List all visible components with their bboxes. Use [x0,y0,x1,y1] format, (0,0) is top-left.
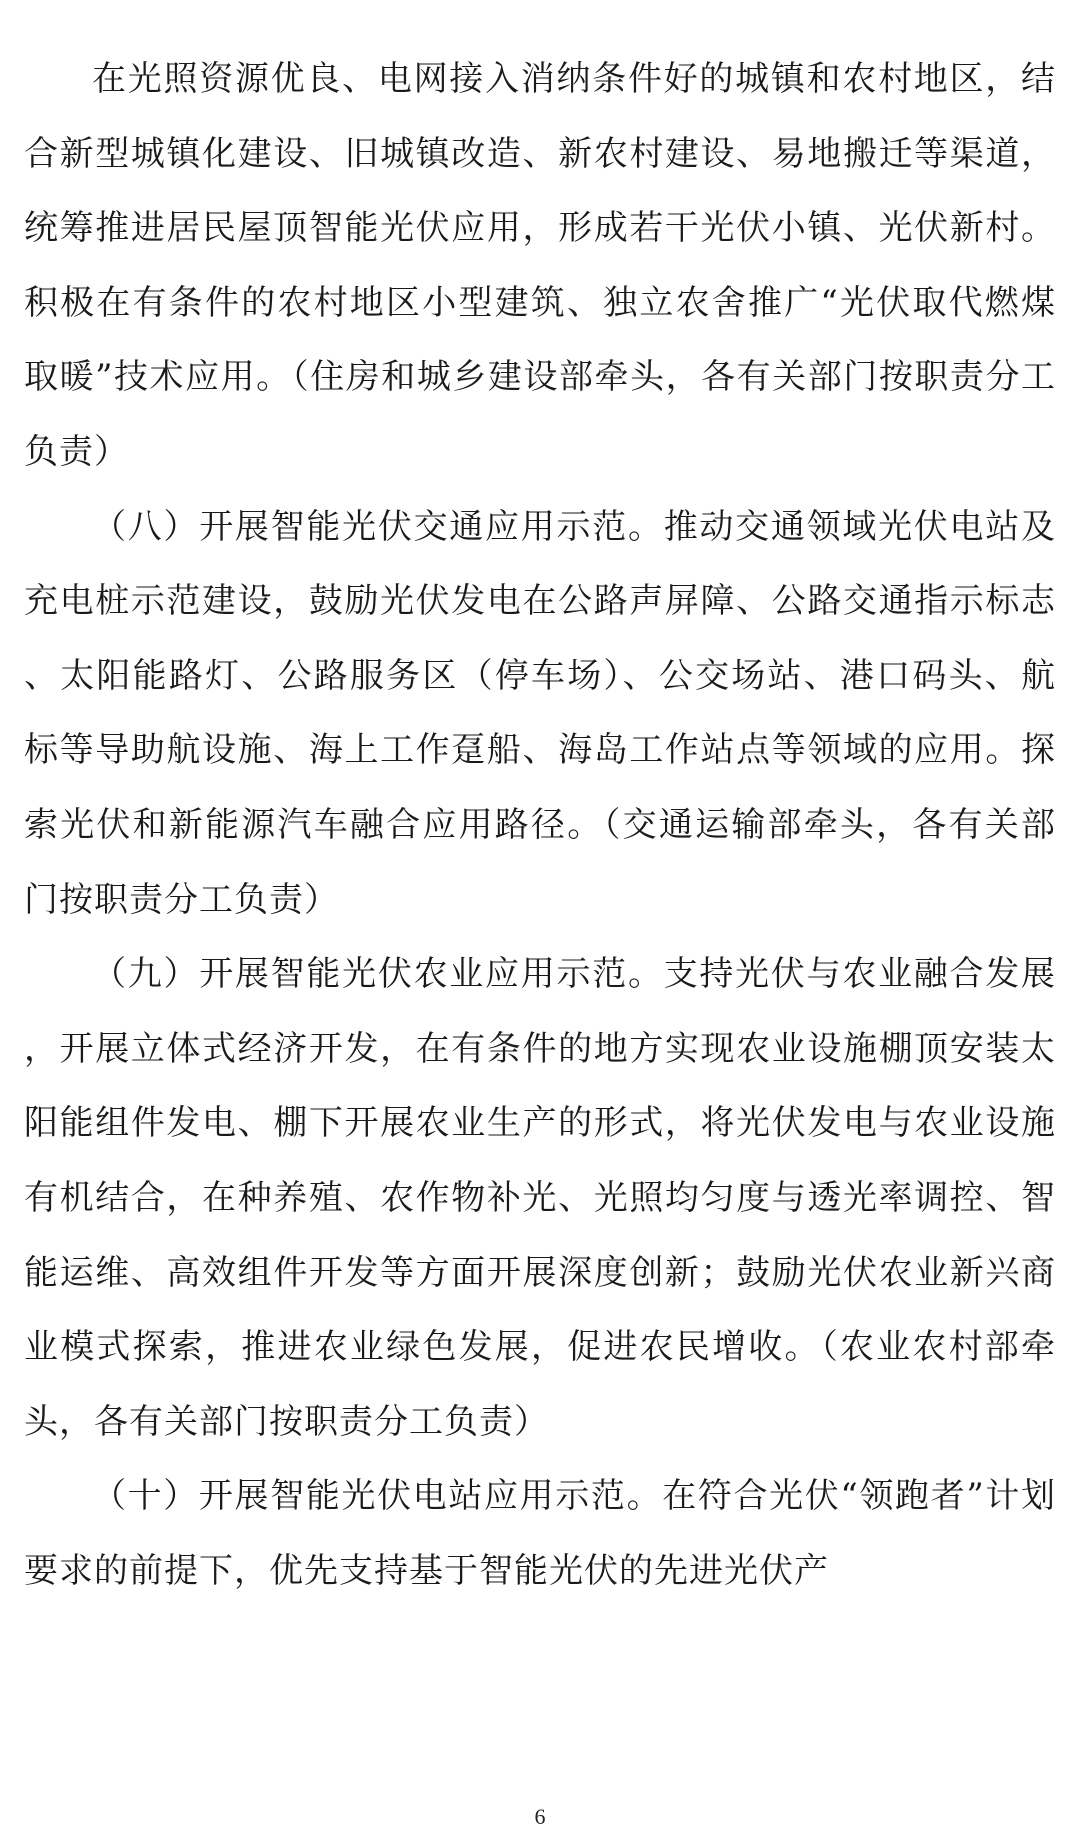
document-body [24,42,1056,1608]
paragraph-power-station-demo: （十）开展智能光伏电站应用示范。在符合光伏“领跑者”计划要求的前提下，优先支持基于智能光伏的先进光伏产 [24,1476,1056,1591]
paragraph-rural-rooftop: 在光照资源优良、电网接入消纳条件好的城镇和农村地区，结合新型城镇化建设、旧城镇改造、新农村建设、易地搬迁等渠道，统筹推进居民屋顶智能光伏应用，形成若干光伏小镇、光伏新村。积极在有条件的农村地区小型建筑、独立农舍推广“光伏取代燃煤取暖”技术应用。（住房和城乡建设部牵头，各有关部门按职责分工负责） [24,59,1056,472]
paragraph-transport-demo: （八）开展智能光伏交通应用示范。推动交通领域光伏电站及充电桩示范建设，鼓励光伏发电在公路声屏障、公路交通指示标志、太阳能路灯、公路服务区（停车场）、公交场站、港口码头、航标等导助航设施、海上工作趸船、海岛工作站点等领域的应用。探索光伏和新能源汽车融合应用路径。（交通运输部牵头，各有关部门按职责分工负责） [24,506,1056,920]
paragraph-agriculture-demo: （九）开展智能光伏农业应用示范。支持光伏与农业融合发展，开展立体式经济开发，在有条件的地方实现农业设施棚顶安装太阳能组件发电、棚下开展农业生产的形式，将光伏发电与农业设施有机结合，在种养殖、农作物补光、光照均匀度与透光率调控、智能运维、高效组件开发等方面开展深度创新；鼓励光伏农业新兴商业模式探索，推进农业绿色发展，促进农民增收。（农业农村部牵头，各有关部门按职责分工负责） [24,954,1056,1442]
page-number: 6 [534,1804,546,1829]
